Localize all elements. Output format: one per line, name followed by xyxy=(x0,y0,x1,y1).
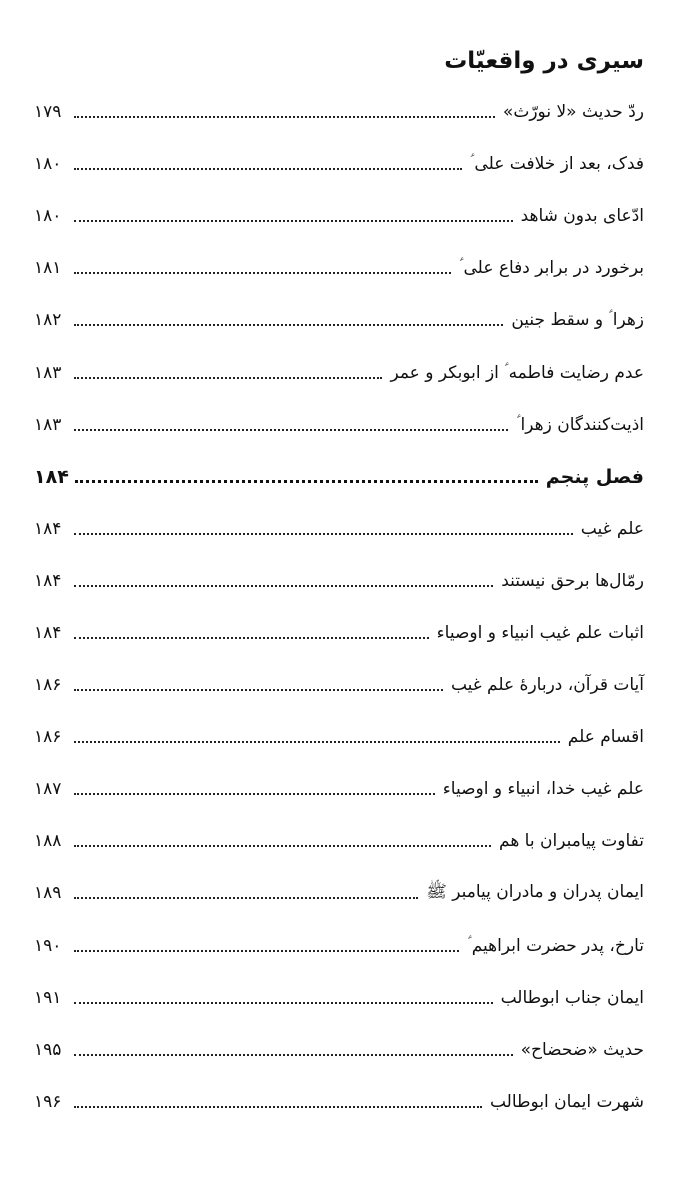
toc-entry-page: ۱۹۶ xyxy=(34,1091,62,1112)
toc-entry-title: ردّ حدیث «لا نورّث» xyxy=(502,102,644,123)
dot-leader xyxy=(74,272,451,274)
dot-leader xyxy=(75,480,538,483)
toc-entry-title: ادّعای بدون شاهد xyxy=(520,206,644,227)
toc-entry-page: ۱۹۰ xyxy=(34,935,62,956)
dot-leader xyxy=(74,324,503,326)
dot-leader xyxy=(74,689,443,691)
toc-entry-title: ایمان جناب ابوطالب xyxy=(500,987,644,1008)
toc-entry-page: ۱۸۶ xyxy=(34,675,62,696)
toc-entry-title: فدک، بعد از خلافت علی ؑ xyxy=(470,154,644,175)
toc-entry-title: تارخ، پدر حضرت ابراهیم ؑ xyxy=(467,935,644,956)
toc-entry-page: ۱۸۳ xyxy=(34,414,62,435)
toc-entry-page: ۱۸۱ xyxy=(34,258,62,279)
toc-entry-page: ۱۸۳ xyxy=(34,362,62,383)
dot-leader xyxy=(74,1054,513,1056)
toc-entry-page: ۱۸۰ xyxy=(34,154,62,175)
toc-entry-page: ۱۸۰ xyxy=(34,206,62,227)
toc-entry-page: ۱۸۹ xyxy=(34,883,62,904)
toc-entry[interactable] xyxy=(34,190,644,242)
dot-leader xyxy=(74,220,513,222)
dot-leader xyxy=(74,377,382,379)
toc-entry-title: برخورد در برابر دفاع علی ؑ xyxy=(459,258,644,279)
toc-entry-title: ایمان پدران و مادران پیامبر ﷺ xyxy=(426,881,644,902)
toc-entry-page: ۱۹۱ xyxy=(34,987,62,1008)
dot-leader xyxy=(74,585,493,587)
dot-leader xyxy=(74,950,459,952)
toc-entry[interactable] xyxy=(34,815,644,867)
dot-leader xyxy=(74,429,508,431)
toc-entry-title: عدم رضایت فاطمه ؑ از ابوبکر و عمر xyxy=(390,362,644,383)
toc-entry[interactable] xyxy=(34,659,644,711)
toc-entry[interactable] xyxy=(34,1024,644,1076)
toc-entry[interactable] xyxy=(34,86,644,138)
toc-entry-page: ۱۹۵ xyxy=(34,1039,62,1060)
toc-entry[interactable] xyxy=(34,294,644,346)
toc-entry-page: ۱۷۹ xyxy=(34,102,62,123)
toc-entry-title: رمّال‌ها برحق نیستند xyxy=(501,570,644,591)
toc-entry-page: ۱۸۴ xyxy=(34,622,62,643)
dot-leader xyxy=(74,116,495,118)
toc-entry[interactable] xyxy=(34,607,644,659)
dot-leader xyxy=(74,845,491,847)
toc-entry-title: حدیث «ضحضاح» xyxy=(520,1039,644,1060)
toc-entry-title: اقسام علم xyxy=(567,727,644,748)
toc-chapter-title: فصل پنجم xyxy=(545,465,644,488)
running-header-title: سیری در واقعیّات xyxy=(444,48,644,74)
toc-entry[interactable] xyxy=(34,346,644,398)
toc-entry[interactable] xyxy=(34,503,644,555)
toc-entry[interactable] xyxy=(34,242,644,294)
toc-entry-title: اثبات علم غیب انبیاء و اوصیاء xyxy=(436,622,644,643)
toc-entry-page: ۱۸۸ xyxy=(34,831,62,852)
toc-entry[interactable] xyxy=(34,763,644,815)
toc-entry-page: ۱۸۶ xyxy=(34,727,62,748)
toc-entry-page: ۱۸۲ xyxy=(34,310,62,331)
toc-entry-title: شهرت ایمان ابوطالب xyxy=(489,1091,644,1112)
toc-entry-title: اذیت‌کنندگان زهرا ؑ xyxy=(516,414,644,435)
dot-leader xyxy=(74,1106,482,1108)
dot-leader xyxy=(74,897,418,899)
dot-leader xyxy=(74,637,429,639)
toc-entry-title: آیات قرآن، دربارۀ علم غیب xyxy=(450,675,644,696)
toc-entry-page: ۱۸۴ xyxy=(34,570,62,591)
toc-entry[interactable] xyxy=(34,867,644,919)
toc-entry[interactable] xyxy=(34,399,644,451)
table-of-contents xyxy=(34,86,644,1128)
toc-entry[interactable] xyxy=(34,972,644,1024)
toc-entry[interactable] xyxy=(34,138,644,190)
dot-leader xyxy=(74,793,435,795)
toc-entry[interactable] xyxy=(34,711,644,763)
dot-leader xyxy=(74,168,462,170)
toc-chapter-page: ۱۸۴ xyxy=(34,465,69,488)
toc-entry[interactable] xyxy=(34,1076,644,1128)
toc-entry-title: علم غیب xyxy=(580,518,644,539)
toc-entry-title: علم غیب خدا، انبیاء و اوصیاء xyxy=(442,779,644,800)
toc-entry-page: ۱۸۴ xyxy=(34,518,62,539)
dot-leader xyxy=(74,741,560,743)
toc-chapter-entry[interactable] xyxy=(34,451,644,503)
toc-entry[interactable] xyxy=(34,920,644,972)
dot-leader xyxy=(74,533,573,535)
toc-entry-title: زهرا ؑ و سقط جنین xyxy=(511,310,644,331)
toc-entry[interactable] xyxy=(34,555,644,607)
dot-leader xyxy=(74,1002,493,1004)
toc-entry-page: ۱۸۷ xyxy=(34,779,62,800)
toc-entry-title: تفاوت پیامبران با هم xyxy=(499,831,644,852)
